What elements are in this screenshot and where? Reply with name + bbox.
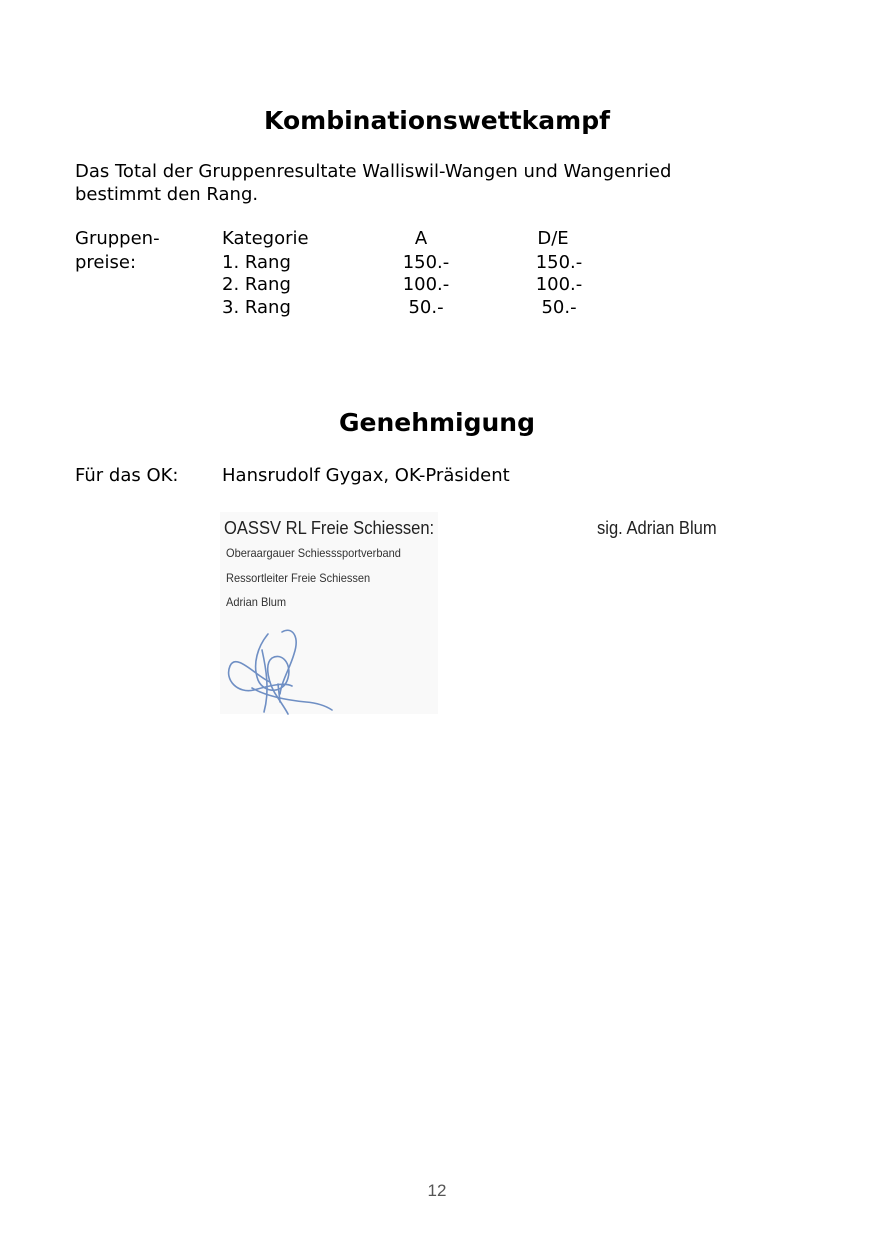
table-header-a: A	[414, 228, 428, 249]
scan-association: Oberaargauer Schiesssportverband	[226, 546, 401, 560]
table-cell-a: 50.-	[408, 297, 444, 318]
scan-org-line: OASSV RL Freie Schiessen:	[224, 518, 435, 538]
table-cell-a: 150.-	[402, 252, 450, 273]
table-cell-rank: 1. Rang	[222, 252, 291, 273]
table-cell-de: 100.-	[535, 274, 583, 295]
prize-label-line-1: Gruppen-	[75, 228, 160, 249]
scan-role: Ressortleiter Freie Schiessen	[226, 571, 371, 585]
table-header-de: D/E	[537, 228, 569, 249]
table-cell-a: 100.-	[402, 274, 450, 295]
page-number: 12	[427, 1181, 447, 1200]
ok-president: Hansrudolf Gygax, OK-Präsident	[222, 465, 510, 486]
table-cell-de: 50.-	[541, 297, 577, 318]
intro-line-1: Das Total der Gruppenresultate Walliswil-Wangen und Wangenried	[75, 161, 672, 182]
section-title-genehmigung: Genehmigung	[338, 408, 536, 437]
table-cell-rank: 3. Rang	[222, 297, 291, 318]
section-title-kombination: Kombinationswettkampf	[264, 106, 610, 135]
ok-label: Für das OK:	[75, 465, 179, 486]
table-header-kategorie: Kategorie	[222, 228, 309, 249]
prize-label-line-2: preise:	[75, 252, 137, 273]
table-cell-rank: 2. Rang	[222, 274, 291, 295]
handwritten-signature	[222, 624, 342, 716]
scan-sig-text: sig. Adrian Blum	[597, 518, 717, 538]
table-cell-de: 150.-	[535, 252, 583, 273]
intro-line-2: bestimmt den Rang.	[75, 184, 259, 205]
scan-name: Adrian Blum	[226, 595, 287, 609]
